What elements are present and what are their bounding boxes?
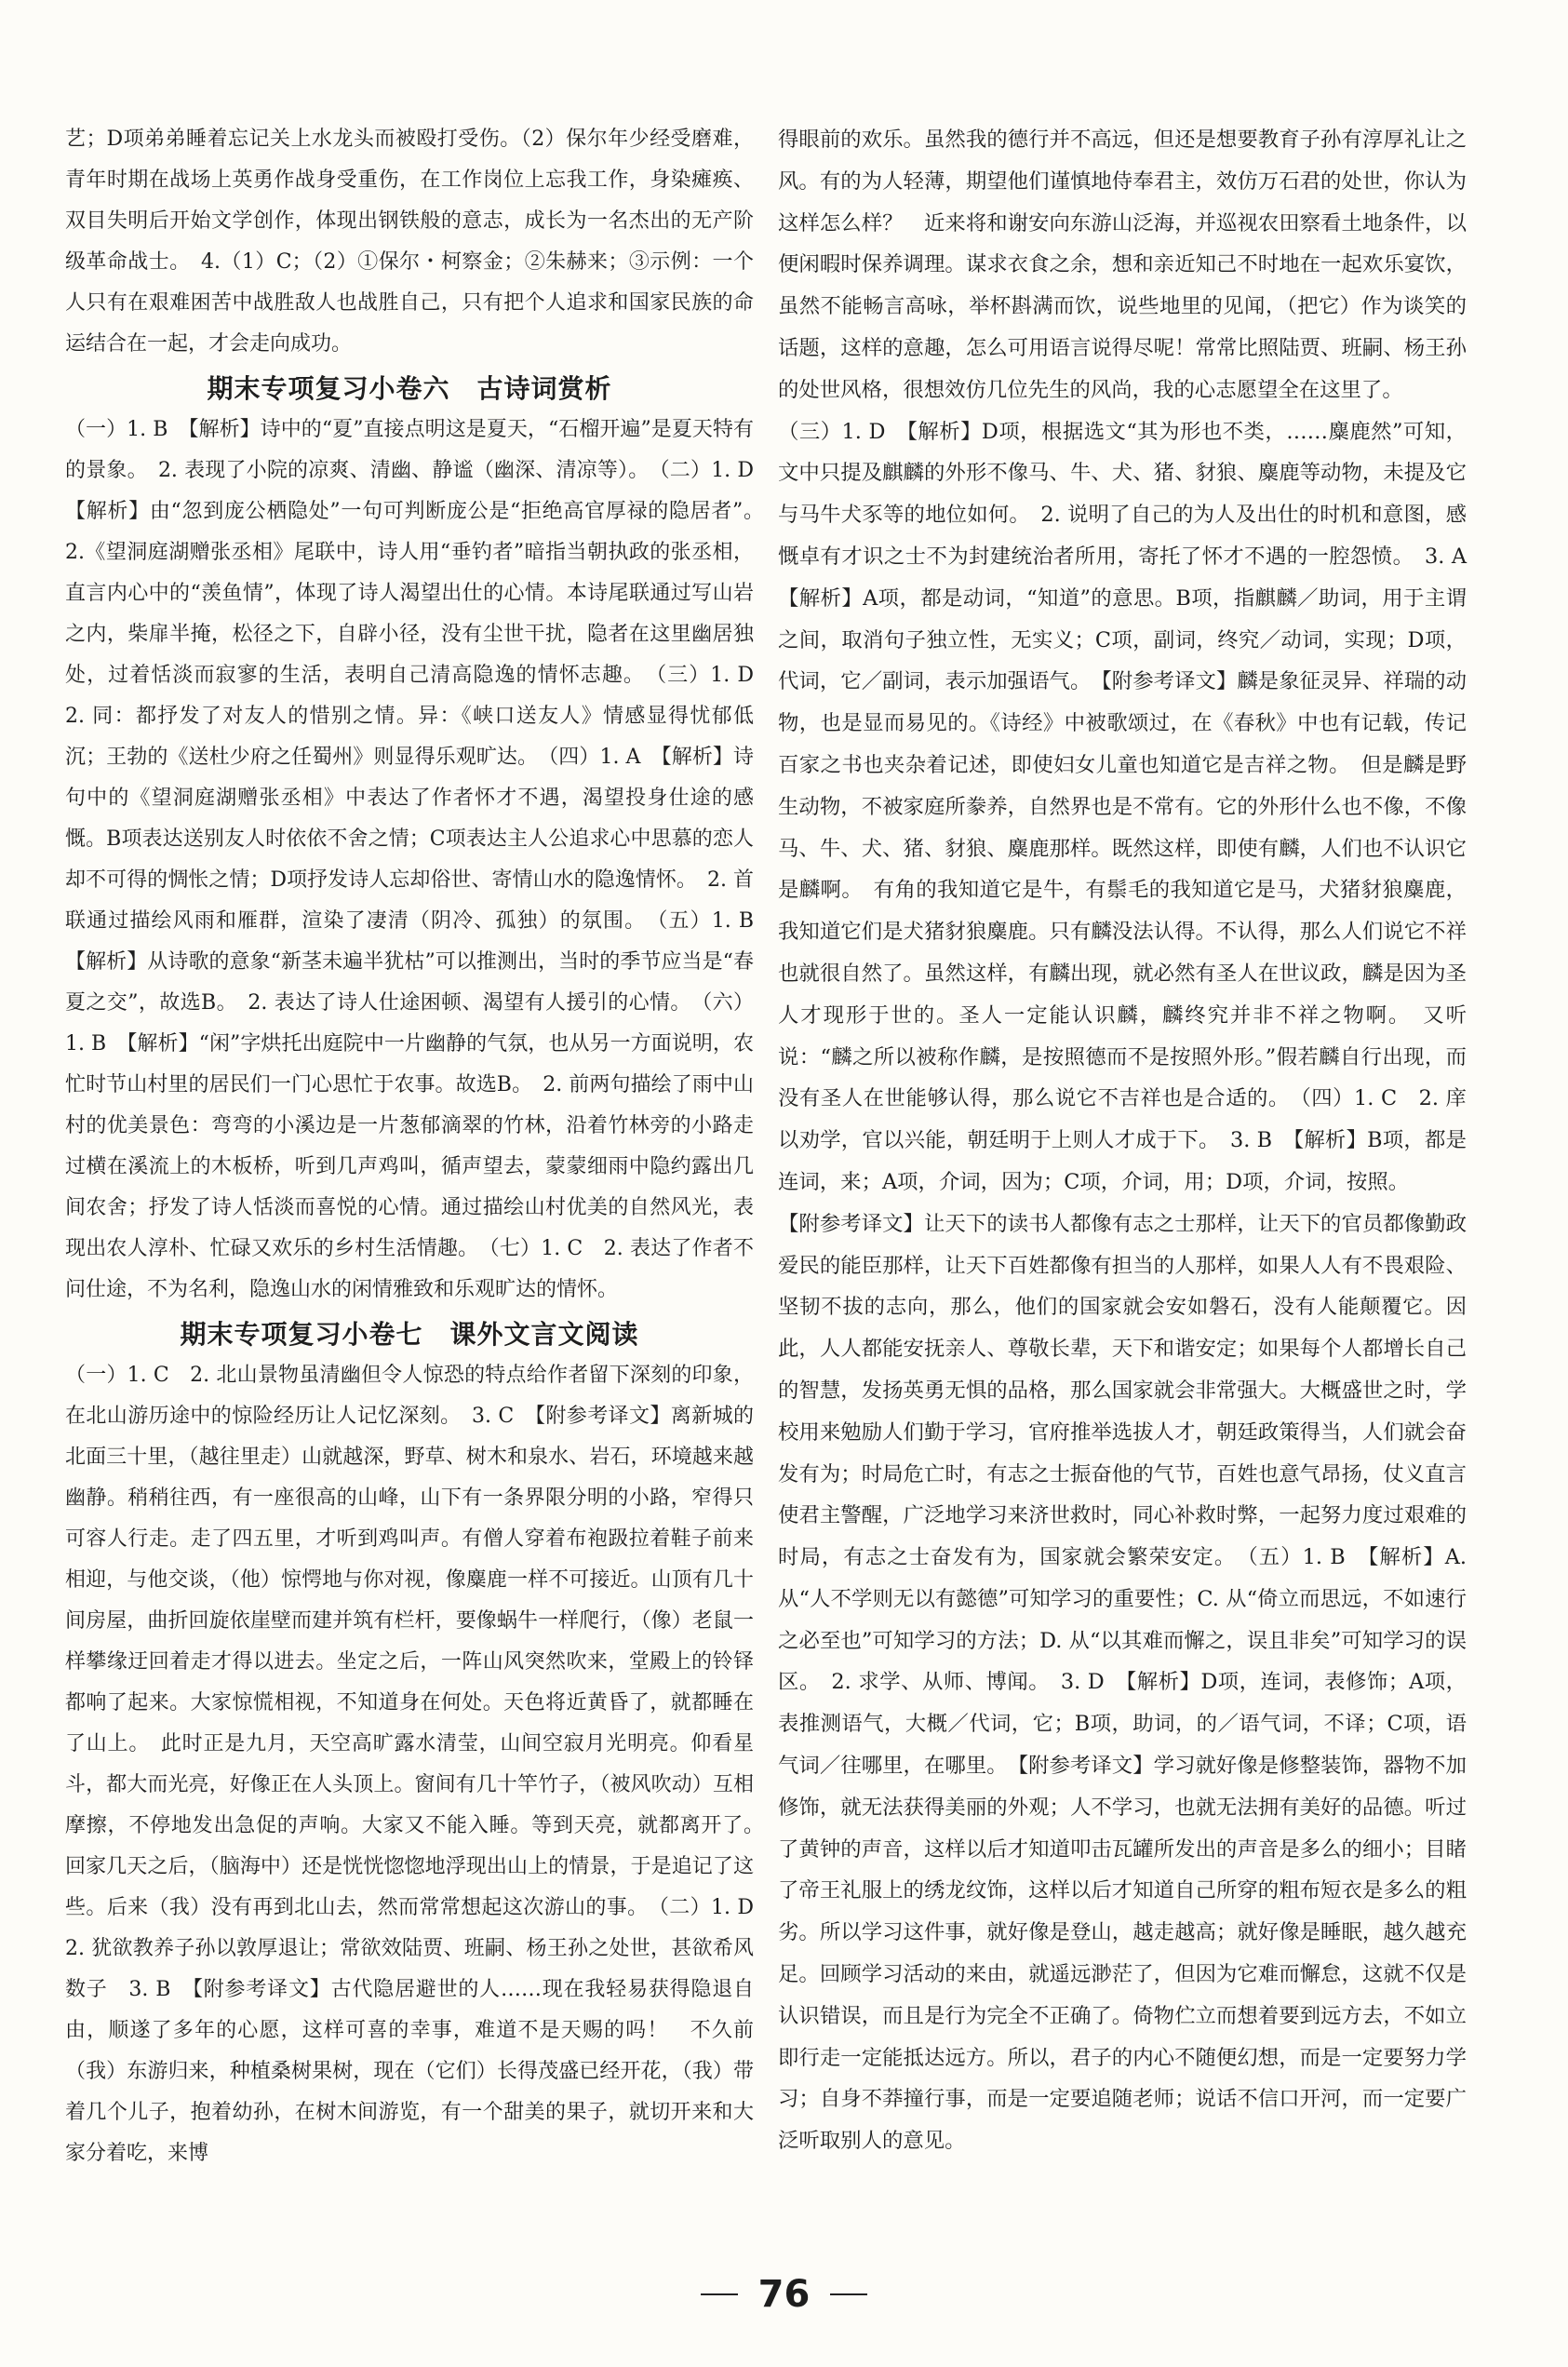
answer-paragraph: （一）1. C 2. 北山景物虽清幽但令人惊恐的特点给作者留下深刻的印象，在北山游历途中的惊险经历让人记忆深刻。 3. C 【附参考译文】离新城的北面三十里，（越往里走）山就越深，野草、树木和泉水、岩石，环境越来越幽静。稍稍往西，有一座很高的山峰，山下有一条界限分明的小路，窄得只可容人行走。走了四五里，才听到鸡叫声。有僧人穿着布袍趿拉着鞋子前来相迎，与他交谈，（他）惊愕地与你对视，像麋鹿一样不可接近。山顶有几十间房屋，曲折回旋依崖壁而建并筑有栏杆，要像蜗牛一样爬行，（像）老鼠一样攀缘迂回着走才得以进去。坐定之后，一阵山风突然吹来，堂殿上的铃铎都响了起来。大家惊慌相视，不知道身在何处。天色将近黄昏了，就都睡在了山上。 此时正是九月，天空高旷露水清莹，山间空寂月光明亮。仰看星斗，都大而光亮，好像正在人头顶上。窗间有几十竿竹子，（被风吹动）互相摩擦，不停地发出急促的声响。大家又不能入睡。等到天亮，就都离开了。 回家几天之后，（脑海中）还是恍恍惚惚地浮现出山上的情景，于是追记了这些。后来（我）没有再到北山去，然而常常想起这次游山的事。 （二）1. D 2. 犹欲教养子孙以敦厚退让；常欲效陆贾、班嗣、杨王孙之处世，甚欲希风数子 3. B 【附参考译文】古代隐居避世的人……现在我轻易获得隐退自由，顺遂了多年的心愿，这样可喜的幸事，难道不是天赐的吗！ 不久前（我）东游归来，种植桑树果树，现在（它们）长得茂盛已经开花，（我）带着几个儿子，抱着幼孙，在树木间游览，有一个甜美的果子，就切开来和大家分着吃，来博 (65, 1364, 775, 2165)
answer-paragraph: （一）1. B 【解析】诗中的“夏”直接点明这是夏天，“石榴开遍”是夏天特有的景象。 2. 表现了小院的凉爽、清幽、静谧（幽深、清凉等）。 （二）1. D 【解析】由“忽到庞公栖隐处”一句可判断庞公是“拒绝高官厚禄的隐居者”。 2.《望洞庭湖赠张丞相》尾联中，诗人用“垂钓者”暗指当朝执政的张丞相，直言内心中的“羡鱼情”，体现了诗人渴望出仕的心情。本诗尾联通过写山岩之内，柴扉半掩，松径之下，自辟小径，没有尘世干扰，隐者在这里幽居独处，过着恬淡而寂寥的生活，表明自己清高隐逸的情怀志趣。 （三）1. D 2. 同：都抒发了对友人的惜别之情。异：《峡口送友人》情感显得忧郁低沉；王勃的《送杜少府之任蜀州》则显得乐观旷达。 （四）1. A 【解析】诗句中的《望洞庭湖赠张丞相》中表达了作者怀才不遇，渴望投身仕途的感慨。B项表达送别友人时依依不舍之情；C项表达主人公追求心中思慕的恋人却不可得的惆怅之情；D项抒发诗人忘却俗世、寄情山水的隐逸情怀。 2. 首联通过描绘风雨和雁群，渲染了凄清（阴冷、孤独）的氛围。 （五）1. B 【解析】从诗歌的意象“新茎未遍半犹枯”可以推测出，当时的季节应当是“春夏之交”，故选B。 2. 表达了诗人仕途困顿、渴望有人援引的心情。 （六）1. B 【解析】“闲”字烘托出庭院中一片幽静的气氛，也从另一方面说明，农忙时节山村里的居民们一门心思忙于农事。故选B。 2. 前两句描绘了雨中山村的优美景色：弯弯的小溪边是一片葱郁滴翠的竹林，沿着竹林旁的小路走过横在溪流上的木板桥，听到几声鸡叫，循声望去，蒙蒙细雨中隐约露出几间农舍；抒发了诗人恬淡而喜悦的心情。通过描绘山村优美的自然风光，表现出农人淳朴、忙碌又欢乐的乡村生活情趣。 （七）1. C 2. 表达了作者不问仕途，不为名利，隐逸山水的闲情雅致和乐观旷达的情怀。 (65, 418, 775, 1301)
answer-paragraph: 【附参考译文】让天下的读书人都像有志之士那样，让天下的官员都像勤政爱民的能臣那样，让天下百姓都像有担当的人那样，如果人人有不畏艰险、坚韧不拔的志向，那么，他们的国家就会安如磐石，没有人能颠覆它。因此，人人都能安抚亲人、尊敬长辈，天下和谐安定；如果每个人都增长自己的智慧，发扬英勇无惧的品格，那么国家就会非常强大。大概盛世之时，学校用来勉励人们勤于学习，官府推举选拔人才，朝廷政策得当，人们就会奋发有为；时局危亡时，有志之士振奋他的气节，百姓也意气昂扬，仗义直言使君主警醒，广泛地学习来济世救时，同心补救时弊，一起努力度过艰难的时局，有志之士奋发有为，国家就会繁荣安定。 （五）1. B 【解析】A. 从“人不学则无以有懿德”可知学习的重要性；C. 从“倚立而思远，不如速行之必至也”可知学习的方法；D. 从“以其难而懈之，误且非矣”可知学习的误区。 2. 求学、从师、博闻。 3. D 【解析】D项，连词，表修饰；A项，表推测语气，大概／代词，它；B项，助词，的／语气词，不译；C项，语气词／往哪里，在哪里。 【附参考译文】学习就好像是修整装饰，器物不加修饰，就无法获得美丽的外观；人不学习，也就无法拥有美好的品德。听过了黄钟的声音，这样以后才知道叩击瓦罐所发出的声音是多么的细小；目睹了帝王礼服上的绣龙纹饰，这样以后才知道自己所穿的粗布短衣是多么的粗劣。所以学习这件事，就好像是登山，越走越高；就好像是睡眠，越久越充足。回顾学习活动的来由，就遥远渺茫了，但因为它难而懈怠，这就不仅是认识错误，而且是行为完全不正确了。倚物伫立而想着要到远方去，不如立即行走一定能抵达远方。所以，君子的内心不随便幻想，而是一定要努力学习；自身不莽撞行事，而是一定要追随老师；说话不信口开河，而一定要广泛听取别人的意见。 (778, 1211, 1467, 2154)
footer-dash-left (701, 2293, 738, 2295)
answer-paragraph: 艺；D项弟弟睡着忘记关上水龙头而被殴打受伤。（2）保尔年少经受磨难，青年时期在战场上英勇作战身受重伤，在工作岗位上忘我工作，身染瘫痪、双目失明后开始文学创作，体现出钢铁般的意志，成长为一名杰出的无产阶级革命战士。 4.（1）C；（2）①保尔・柯察金；②朱赫来；③示例：一个人只有在艰难困苦中战胜敌人也战胜自己，只有把个人追求和国家民族的命运结合在一起，才会走向成功。 (65, 128, 754, 356)
footer-dash-right (830, 2293, 867, 2295)
page-number: 76 (757, 2273, 811, 2316)
right-column (778, 119, 1488, 2162)
page-footer (0, 2273, 1568, 2316)
section-title: 期末专项复习小卷六 古诗词赏析 (207, 373, 612, 404)
left-column (65, 119, 775, 2174)
answer-paragraph: 得眼前的欢乐。虽然我的德行并不高远，但还是想要教育子孙有淳厚礼让之风。有的为人轻薄，期望他们谨慎地侍奉君主，效仿万石君的处世，你认为这样怎么样？ 近来将和谢安向东游山泛海，并巡视农田察看土地条件，以便闲暇时保养调理。谋求衣食之余，想和亲近知己不时地在一起欢乐宴饮，虽然不能畅言高咏，举杯斟满而饮，说些地里的见闻，（把它）作为谈笑的话题，这样的意趣，怎么可用语言说得尽呢！常常比照陆贾、班嗣、杨王孙的处世风格，很想效仿几位先生的风尚，我的心志愿望全在这里了。 (778, 128, 1467, 402)
section-title: 期末专项复习小卷七 课外文言文阅读 (180, 1319, 639, 1350)
answer-paragraph: （三）1. D 【解析】D项，根据选文“其为形也不类，……麋鹿然”可知，文中只提及麒麟的外形不像马、牛、犬、猪、豺狼、麋鹿等动物，未提及它与马牛犬豕等的地位如何。 2. 说明了自己的为人及出仕的时机和意图，感慨卓有才识之士不为封建统治者所用，寄托了怀才不遇的一腔怨愤。 3. A 【解析】A项，都是动词，“知道”的意思。B项，指麒麟／助词，用于主谓之间，取消句子独立性，无实义；C项，副词，终究／动词，实现；D项，代词，它／副词，表示加强语气。 【附参考译文】麟是象征灵异、祥瑞的动物，也是显而易见的。《诗经》中被歌颂过，在《春秋》中也有记载，传记百家之书也夹杂着记述，即使妇女儿童也知道它是吉祥之物。 但是麟是野生动物，不被家庭所豢养，自然界也是不常有。它的外形什么也不像，不像马、牛、犬、猪、豺狼、麋鹿那样。既然这样，即使有麟，人们也不认识它是麟啊。 有角的我知道它是牛，有鬃毛的我知道它是马，犬猪豺狼麋鹿，我知道它们是犬猪豺狼麋鹿。只有麟没法认得。不认得，那么人们说它不祥也就很自然了。虽然这样，有麟出现，就必然有圣人在世议政，麟是因为圣人才现形于世的。圣人一定能认识麟，麟终究并非不祥之物啊。 又听说：“麟之所以被称作麟，是按照德而不是按照外形。”假若麟自行出现，而没有圣人在世能够认得，那么说它不吉祥也是合适的。 （四）1. C 2. 庠以劝学，官以兴能，朝廷明于上则人才成于下。 3. B 【解析】B项，都是连词，来；A项，介词，因为；C项，介词，用；D项，介词，按照。 (778, 419, 1488, 1194)
